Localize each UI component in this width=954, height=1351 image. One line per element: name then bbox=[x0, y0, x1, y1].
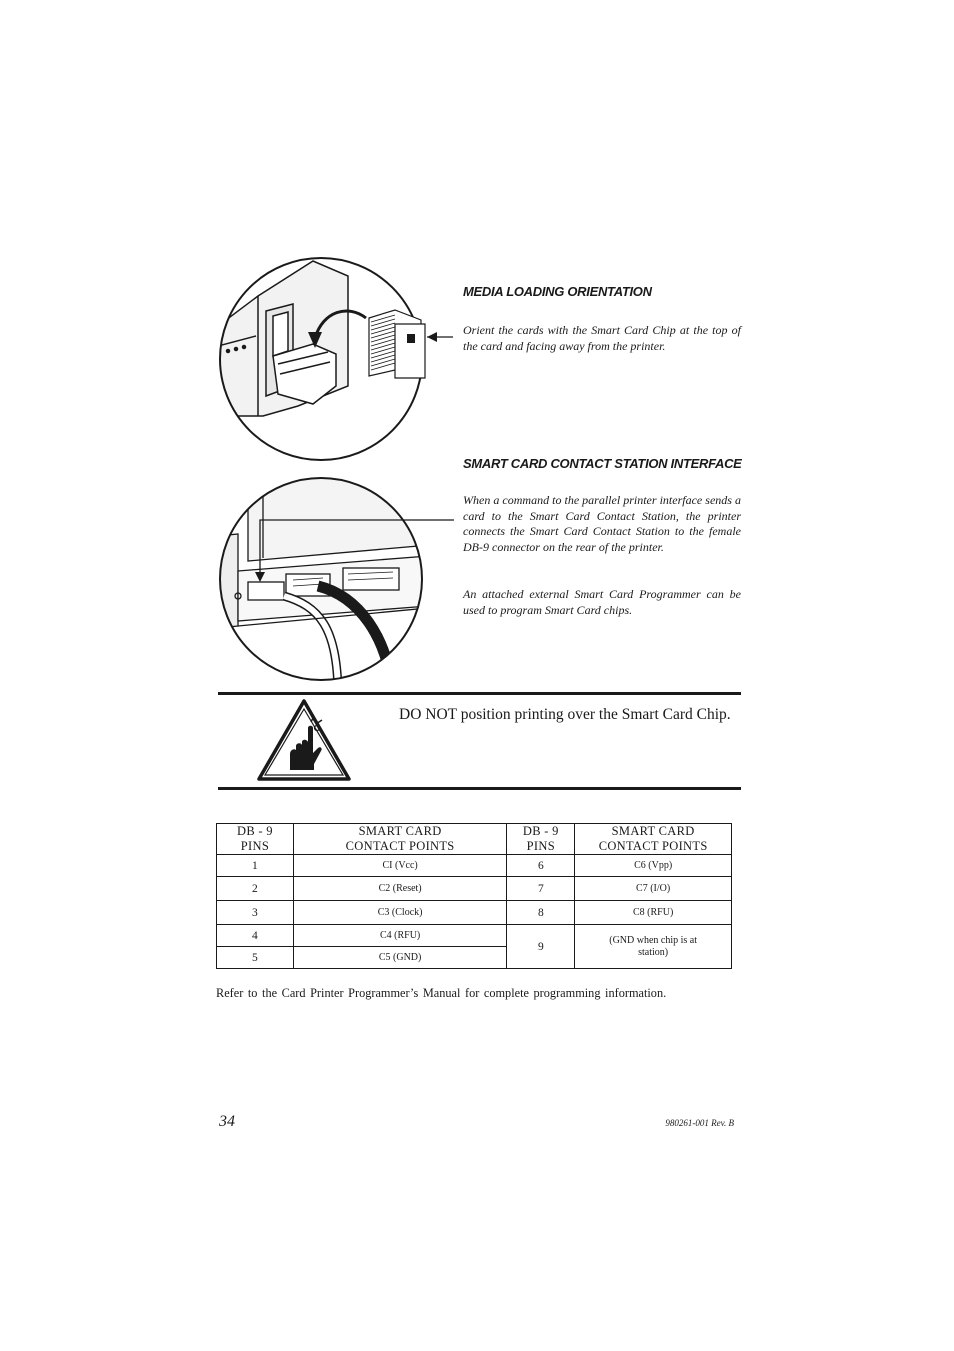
header-text: CONTACT POINTS bbox=[598, 839, 708, 853]
pin-cell: 6 bbox=[507, 855, 575, 877]
header-text: CONTACT POINTS bbox=[345, 839, 455, 853]
section-body-programmer: An attached external Smart Card Programmer can be used to program Smart Card chips. bbox=[463, 587, 741, 617]
header-text: SMART CARD bbox=[611, 824, 695, 838]
contact-cell: (GND when chip is at station) bbox=[575, 925, 732, 969]
header-contacts-b bbox=[575, 824, 732, 855]
pin-cell: 3 bbox=[217, 901, 294, 925]
contact-cell: C4 (RFU) bbox=[293, 925, 507, 947]
pin-mapping-table bbox=[216, 823, 732, 969]
pin-cell: 7 bbox=[507, 877, 575, 901]
contact-cell: C7 (I/O) bbox=[575, 877, 732, 901]
table-row bbox=[217, 901, 732, 925]
header-text: PINS bbox=[526, 839, 555, 853]
caution-rule-top bbox=[218, 692, 741, 695]
section-body-media-loading: Orient the cards with the Smart Card Chip at the top of the card and facing away from the printer. bbox=[463, 323, 741, 353]
section-title-media-loading: MEDIA LOADING ORIENTATION bbox=[463, 284, 652, 299]
table-row bbox=[217, 877, 732, 901]
contact-cell: CI (Vcc) bbox=[293, 855, 507, 877]
header-pins-b bbox=[507, 824, 575, 855]
contact-cell: C5 (GND) bbox=[293, 947, 507, 969]
table-row bbox=[217, 925, 732, 947]
pin-cell: 8 bbox=[507, 901, 575, 925]
pin-cell: 2 bbox=[217, 877, 294, 901]
header-pins-a bbox=[217, 824, 294, 855]
table-row bbox=[217, 855, 732, 877]
document-revision: 980261-001 Rev. B bbox=[665, 1118, 734, 1128]
contact-cell: C3 (Clock) bbox=[293, 901, 507, 925]
caution-message: DO NOT position printing over the Smart Card Chip. bbox=[399, 706, 731, 723]
header-text: DB - 9 bbox=[522, 824, 559, 838]
contact-cell: C8 (RFU) bbox=[575, 901, 732, 925]
pin-cell: 9 bbox=[507, 925, 575, 969]
section-body-contact-station: When a command to the parallel printer interface sends a card to the Smart Card Contact Station, the printer connects the Smart Card Contact Station to the female DB-9 connector on the rear of the printer. bbox=[463, 493, 741, 554]
contact-cell: C6 (Vpp) bbox=[575, 855, 732, 877]
header-text: PINS bbox=[240, 839, 270, 853]
section-title-contact-station: SMART CARD CONTACT STATION INTERFACE bbox=[463, 456, 742, 471]
page-number: 34 bbox=[219, 1113, 235, 1130]
pin-cell: 1 bbox=[217, 855, 294, 877]
header-contacts-a bbox=[293, 824, 507, 855]
contact-cell: C2 (Reset) bbox=[293, 877, 507, 901]
table-header-row bbox=[217, 824, 732, 855]
caution-rule-bottom bbox=[218, 787, 741, 790]
card-stack-icon bbox=[365, 306, 455, 384]
header-text: SMART CARD bbox=[358, 824, 442, 838]
reference-note: Refer to the Card Printer Programmer’s Manual for complete programming information. bbox=[216, 986, 667, 1000]
pin-cell: 5 bbox=[217, 947, 294, 969]
caution-hand-icon bbox=[256, 698, 352, 782]
contact-station-illustration bbox=[218, 476, 458, 682]
pin-cell: 4 bbox=[217, 925, 294, 947]
header-text: DB - 9 bbox=[237, 824, 273, 838]
